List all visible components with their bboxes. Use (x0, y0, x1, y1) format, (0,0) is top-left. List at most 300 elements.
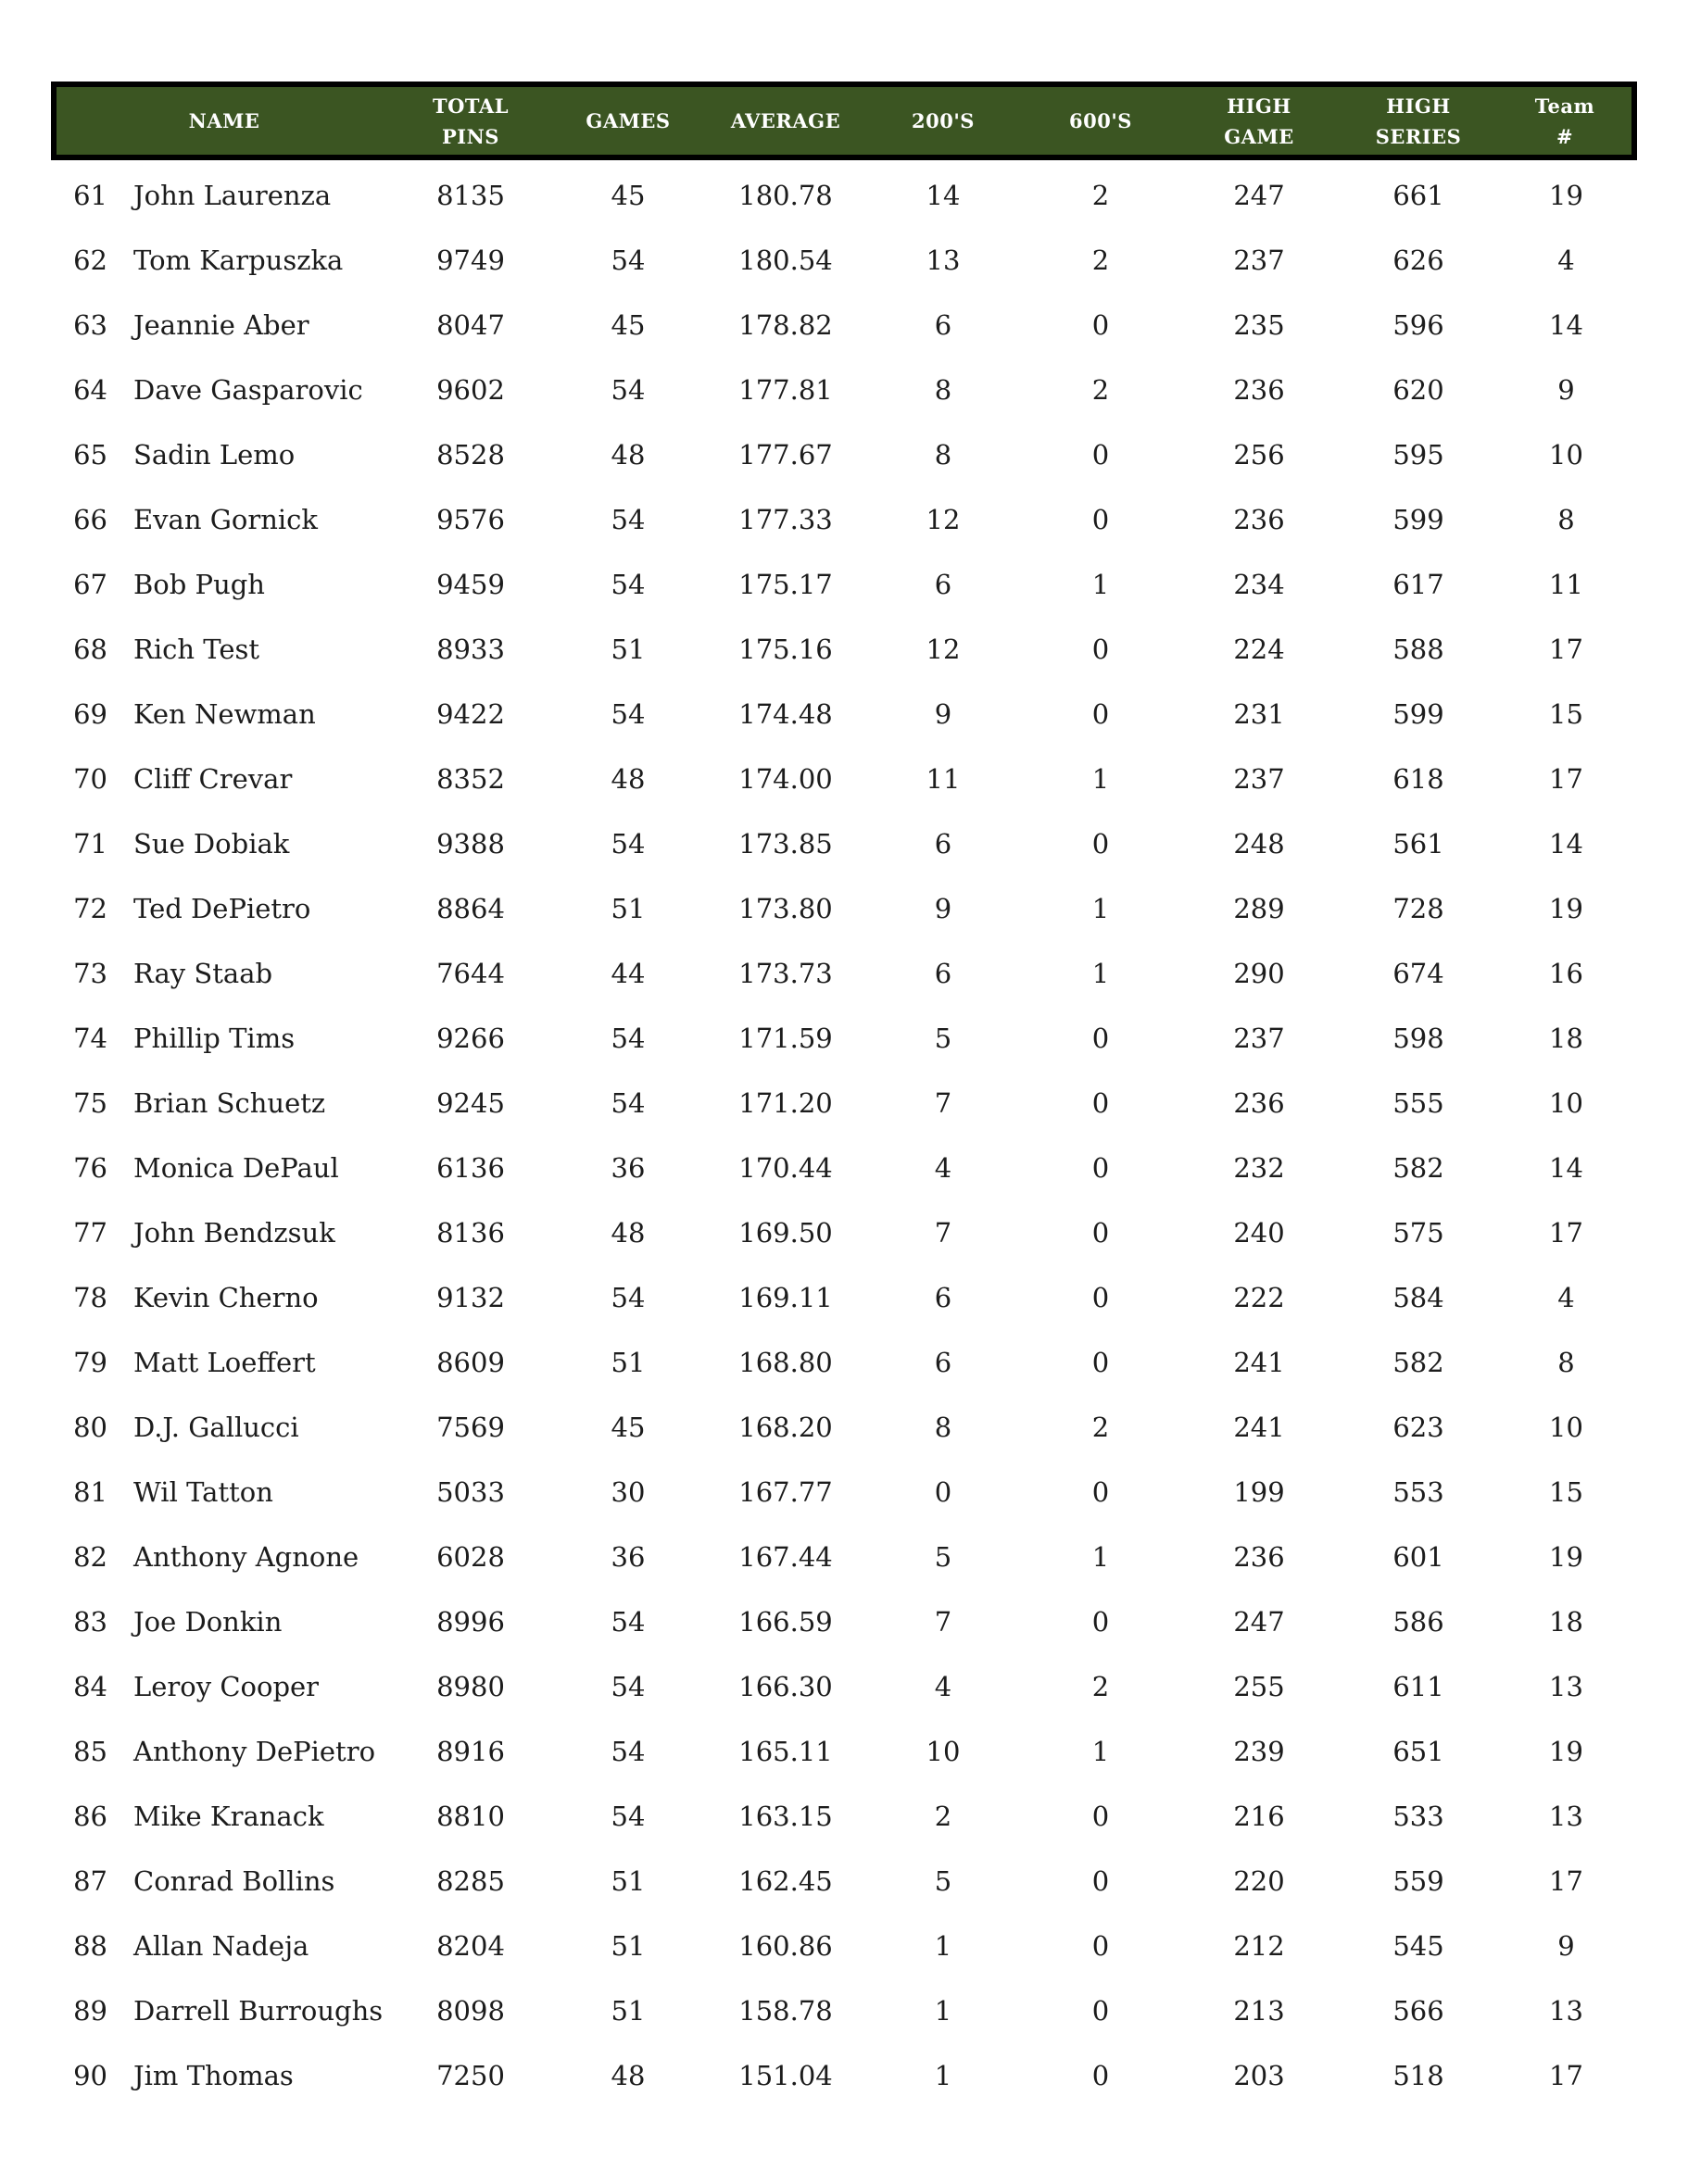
200s-cell: 8 (934, 439, 952, 471)
high-game-cell: 256 (1233, 439, 1285, 471)
high-series-cell: 611 (1392, 1671, 1444, 1702)
200s-cell: 5 (934, 1023, 952, 1054)
player-name-cell: Phillip Tims (133, 1023, 296, 1054)
high-series-cell: 553 (1392, 1476, 1444, 1508)
600s-cell: 0 (1091, 1995, 1110, 2027)
average-cell: 167.77 (738, 1476, 833, 1508)
column-header-high-game (1179, 84, 1339, 157)
total-pins-cell: 9576 (436, 504, 505, 535)
team-number-cell: 19 (1549, 893, 1583, 924)
high-game-cell: 199 (1233, 1476, 1285, 1508)
total-pins-cell: 8352 (436, 763, 505, 795)
team-number-cell: 10 (1549, 439, 1583, 471)
600s-cell: 2 (1091, 374, 1110, 406)
high-game-cell: 235 (1233, 309, 1285, 341)
table-row (54, 1136, 1634, 1200)
high-game-cell: 232 (1233, 1152, 1285, 1184)
header-label: HIGH (1386, 94, 1451, 118)
total-pins-cell: 8204 (436, 1930, 505, 1962)
player-name-cell: Dave Gasparovic (133, 374, 363, 406)
games-cell: 51 (611, 1930, 646, 1962)
player-name-cell: D.J. Gallucci (133, 1412, 299, 1443)
high-series-cell: 582 (1392, 1152, 1444, 1184)
total-pins-cell: 6136 (436, 1152, 505, 1184)
header-label: SERIES (1375, 124, 1462, 148)
average-cell: 168.20 (738, 1412, 833, 1443)
high-game-cell: 236 (1233, 504, 1285, 535)
high-series-cell: 559 (1392, 1865, 1444, 1897)
games-cell: 54 (611, 569, 646, 600)
table-row (54, 1914, 1634, 1978)
600s-cell: 0 (1091, 309, 1110, 341)
high-series-cell: 586 (1392, 1606, 1444, 1638)
total-pins-cell: 8933 (436, 634, 505, 665)
header-label: PINS (442, 124, 499, 148)
average-cell: 166.59 (738, 1606, 833, 1638)
600s-cell: 0 (1091, 634, 1110, 665)
high-series-cell: 582 (1392, 1347, 1444, 1378)
high-game-cell: 247 (1233, 1606, 1285, 1638)
rank-cell: 80 (73, 1412, 107, 1443)
total-pins-cell: 9749 (436, 245, 505, 276)
high-game-cell: 224 (1233, 634, 1285, 665)
column-header-total-pins (392, 84, 549, 157)
rank-cell: 87 (73, 1865, 107, 1897)
200s-cell: 7 (934, 1217, 952, 1249)
high-game-cell: 237 (1233, 245, 1285, 276)
rank-cell: 89 (73, 1995, 107, 2027)
team-number-cell: 9 (1557, 1930, 1575, 1962)
player-name-cell: Mike Kranack (133, 1801, 324, 1832)
header-label: 600'S (1069, 109, 1132, 132)
high-game-cell: 248 (1233, 828, 1285, 860)
high-series-cell: 533 (1392, 1801, 1444, 1832)
600s-cell: 0 (1091, 1930, 1110, 1962)
player-name-cell: Kevin Cherno (133, 1282, 319, 1313)
average-cell: 177.81 (738, 374, 833, 406)
player-name-cell: Evan Gornick (133, 504, 318, 535)
high-series-cell: 518 (1392, 2060, 1444, 2091)
high-series-cell: 674 (1392, 958, 1444, 989)
table-row (54, 1589, 1634, 1654)
average-cell: 165.11 (738, 1736, 833, 1767)
team-number-cell: 4 (1557, 245, 1575, 276)
player-name-cell: Darrell Burroughs (133, 1995, 384, 2027)
table-row (54, 1460, 1634, 1525)
games-cell: 48 (611, 763, 646, 795)
player-name-cell: Joe Donkin (133, 1606, 283, 1638)
high-series-cell: 618 (1392, 763, 1444, 795)
player-name-cell: Anthony Agnone (133, 1541, 359, 1573)
player-name-cell: Ken Newman (133, 698, 316, 730)
average-cell: 160.86 (738, 1930, 833, 1962)
team-number-cell: 17 (1549, 2060, 1583, 2091)
games-cell: 54 (611, 698, 646, 730)
table-row (54, 941, 1634, 1006)
average-cell: 173.80 (738, 893, 833, 924)
total-pins-cell: 7644 (436, 958, 505, 989)
total-pins-cell: 9245 (436, 1087, 505, 1119)
600s-cell: 0 (1091, 1801, 1110, 1832)
high-series-cell: 728 (1392, 893, 1444, 924)
player-name-cell: John Bendzsuk (133, 1217, 335, 1249)
high-game-cell: 289 (1233, 893, 1285, 924)
player-name-cell: Sadin Lemo (133, 439, 296, 471)
200s-cell: 6 (934, 1282, 952, 1313)
200s-cell: 0 (934, 1476, 952, 1508)
table-row (54, 1784, 1634, 1849)
200s-cell: 14 (926, 180, 961, 211)
200s-cell: 6 (934, 828, 952, 860)
600s-cell: 1 (1091, 569, 1110, 600)
rank-cell: 78 (73, 1282, 107, 1313)
high-game-cell: 237 (1233, 1023, 1285, 1054)
high-series-cell: 566 (1392, 1995, 1444, 2027)
column-header-average (707, 84, 864, 157)
table-row (54, 422, 1634, 487)
high-series-cell: 595 (1392, 439, 1444, 471)
600s-cell: 0 (1091, 698, 1110, 730)
player-name-cell: John Laurenza (133, 180, 332, 211)
games-cell: 54 (611, 1606, 646, 1638)
high-series-cell: 651 (1392, 1736, 1444, 1767)
600s-cell: 0 (1091, 828, 1110, 860)
high-game-cell: 241 (1233, 1347, 1285, 1378)
table-body (54, 157, 1634, 2108)
header-label: AVERAGE (730, 109, 841, 132)
column-header-600s (1022, 84, 1179, 157)
games-cell: 54 (611, 1023, 646, 1054)
total-pins-cell: 8916 (436, 1736, 505, 1767)
average-cell: 180.54 (738, 245, 833, 276)
high-series-cell: 596 (1392, 309, 1444, 341)
average-cell: 170.44 (738, 1152, 833, 1184)
high-game-cell: 212 (1233, 1930, 1285, 1962)
total-pins-cell: 8864 (436, 893, 505, 924)
rank-cell: 81 (73, 1476, 107, 1508)
player-name-cell: Jeannie Aber (133, 309, 309, 341)
total-pins-cell: 8136 (436, 1217, 505, 1249)
600s-cell: 0 (1091, 439, 1110, 471)
team-number-cell: 14 (1549, 1152, 1583, 1184)
high-game-cell: 237 (1233, 763, 1285, 795)
table-row (54, 1330, 1634, 1395)
team-number-cell: 13 (1549, 1995, 1583, 2027)
table-row (54, 1978, 1634, 2043)
average-cell: 171.20 (738, 1087, 833, 1119)
team-number-cell: 10 (1549, 1087, 1583, 1119)
team-number-cell: 15 (1549, 1476, 1583, 1508)
600s-cell: 0 (1091, 1023, 1110, 1054)
player-name-cell: Leroy Cooper (133, 1671, 320, 1702)
600s-cell: 1 (1091, 958, 1110, 989)
games-cell: 45 (611, 180, 646, 211)
team-number-cell: 16 (1549, 958, 1583, 989)
games-cell: 54 (611, 1801, 646, 1832)
total-pins-cell: 5033 (436, 1476, 505, 1508)
600s-cell: 1 (1091, 763, 1110, 795)
600s-cell: 0 (1091, 1476, 1110, 1508)
player-name-cell: Bob Pugh (133, 569, 265, 600)
table-row (54, 1200, 1634, 1265)
team-number-cell: 9 (1557, 374, 1575, 406)
rank-cell: 71 (73, 828, 107, 860)
200s-cell: 10 (926, 1736, 961, 1767)
high-series-cell: 599 (1392, 698, 1444, 730)
rank-cell: 73 (73, 958, 107, 989)
header-label: TOTAL (433, 94, 509, 118)
high-series-cell: 626 (1392, 245, 1444, 276)
average-cell: 167.44 (738, 1541, 833, 1573)
high-series-cell: 623 (1392, 1412, 1444, 1443)
200s-cell: 7 (934, 1606, 952, 1638)
player-name-cell: Brian Schuetz (133, 1087, 326, 1119)
table-row (54, 1071, 1634, 1136)
600s-cell: 1 (1091, 1736, 1110, 1767)
rank-cell: 82 (73, 1541, 107, 1573)
table-row (54, 293, 1634, 358)
team-number-cell: 19 (1549, 1541, 1583, 1573)
200s-cell: 8 (934, 1412, 952, 1443)
average-cell: 177.33 (738, 504, 833, 535)
team-number-cell: 17 (1549, 1865, 1583, 1897)
200s-cell: 13 (926, 245, 961, 276)
total-pins-cell: 8609 (436, 1347, 505, 1378)
600s-cell: 1 (1091, 893, 1110, 924)
200s-cell: 4 (934, 1671, 952, 1702)
table-row (54, 682, 1634, 747)
high-series-cell: 588 (1392, 634, 1444, 665)
200s-cell: 11 (926, 763, 961, 795)
table-row (54, 1849, 1634, 1914)
rank-cell: 83 (73, 1606, 107, 1638)
total-pins-cell: 9388 (436, 828, 505, 860)
header-label: NAME (188, 109, 260, 132)
average-cell: 169.11 (738, 1282, 833, 1313)
table-row (54, 617, 1634, 682)
200s-cell: 8 (934, 374, 952, 406)
total-pins-cell: 8810 (436, 1801, 505, 1832)
table-row (54, 1265, 1634, 1330)
200s-cell: 6 (934, 309, 952, 341)
high-game-cell: 236 (1233, 1087, 1285, 1119)
rank-cell: 67 (73, 569, 107, 600)
team-number-cell: 17 (1549, 1217, 1583, 1249)
rank-cell: 69 (73, 698, 107, 730)
average-cell: 174.00 (738, 763, 833, 795)
header-label: Team (1534, 94, 1595, 118)
total-pins-cell: 8528 (436, 439, 505, 471)
600s-cell: 2 (1091, 1671, 1110, 1702)
table-row (54, 1395, 1634, 1460)
high-game-cell: 222 (1233, 1282, 1285, 1313)
rank-cell: 86 (73, 1801, 107, 1832)
200s-cell: 1 (934, 2060, 952, 2091)
600s-cell: 1 (1091, 1541, 1110, 1573)
600s-cell: 0 (1091, 504, 1110, 535)
rank-cell: 90 (73, 2060, 107, 2091)
high-game-cell: 247 (1233, 180, 1285, 211)
table-row (54, 811, 1634, 876)
average-cell: 163.15 (738, 1801, 833, 1832)
games-cell: 48 (611, 2060, 646, 2091)
games-cell: 51 (611, 893, 646, 924)
games-cell: 51 (611, 1865, 646, 1897)
table-row (54, 163, 1634, 228)
games-cell: 44 (611, 958, 646, 989)
rank-cell: 62 (73, 245, 107, 276)
team-number-cell: 18 (1549, 1606, 1583, 1638)
average-cell: 177.67 (738, 439, 833, 471)
team-number-cell: 18 (1549, 1023, 1583, 1054)
header-label: HIGH (1227, 94, 1291, 118)
rank-cell: 85 (73, 1736, 107, 1767)
table-row (54, 747, 1634, 811)
high-game-cell: 236 (1233, 374, 1285, 406)
high-series-cell: 555 (1392, 1087, 1444, 1119)
team-number-cell: 19 (1549, 1736, 1583, 1767)
column-header-name (54, 84, 392, 157)
200s-cell: 4 (934, 1152, 952, 1184)
high-game-cell: 255 (1233, 1671, 1285, 1702)
high-series-cell: 617 (1392, 569, 1444, 600)
total-pins-cell: 9422 (436, 698, 505, 730)
table-row (54, 487, 1634, 552)
rank-cell: 74 (73, 1023, 107, 1054)
rank-cell: 76 (73, 1152, 107, 1184)
games-cell: 54 (611, 828, 646, 860)
total-pins-cell: 8047 (436, 309, 505, 341)
column-header-high-series (1339, 84, 1498, 157)
200s-cell: 12 (926, 634, 961, 665)
average-cell: 162.45 (738, 1865, 833, 1897)
column-header-200s (864, 84, 1022, 157)
games-cell: 48 (611, 1217, 646, 1249)
average-cell: 178.82 (738, 309, 833, 341)
player-name-cell: Wil Tatton (133, 1476, 273, 1508)
high-game-cell: 240 (1233, 1217, 1285, 1249)
600s-cell: 0 (1091, 1217, 1110, 1249)
player-name-cell: Matt Loeffert (133, 1347, 316, 1378)
rank-cell: 70 (73, 763, 107, 795)
header-label: 200'S (912, 109, 975, 132)
team-number-cell: 17 (1549, 763, 1583, 795)
player-name-cell: Tom Karpuszka (133, 245, 344, 276)
player-name-cell: Conrad Bollins (133, 1865, 335, 1897)
rank-cell: 61 (73, 180, 107, 211)
rank-cell: 72 (73, 893, 107, 924)
high-series-cell: 561 (1392, 828, 1444, 860)
200s-cell: 5 (934, 1541, 952, 1573)
200s-cell: 12 (926, 504, 961, 535)
average-cell: 174.48 (738, 698, 833, 730)
team-number-cell: 10 (1549, 1412, 1583, 1443)
team-number-cell: 13 (1549, 1671, 1583, 1702)
200s-cell: 5 (934, 1865, 952, 1897)
600s-cell: 0 (1091, 1152, 1110, 1184)
table-row (54, 1006, 1634, 1071)
games-cell: 30 (611, 1476, 646, 1508)
team-number-cell: 8 (1557, 504, 1575, 535)
average-cell: 175.16 (738, 634, 833, 665)
table-row (54, 1525, 1634, 1589)
600s-cell: 0 (1091, 1087, 1110, 1119)
header-row (54, 84, 1634, 157)
team-number-cell: 17 (1549, 634, 1583, 665)
games-cell: 54 (611, 504, 646, 535)
average-cell: 158.78 (738, 1995, 833, 2027)
team-number-cell: 4 (1557, 1282, 1575, 1313)
600s-cell: 0 (1091, 2060, 1110, 2091)
200s-cell: 6 (934, 569, 952, 600)
high-game-cell: 241 (1233, 1412, 1285, 1443)
600s-cell: 0 (1091, 1282, 1110, 1313)
high-series-cell: 661 (1392, 180, 1444, 211)
high-game-cell: 231 (1233, 698, 1285, 730)
high-game-cell: 216 (1233, 1801, 1285, 1832)
table-row (54, 228, 1634, 293)
player-name-cell: Anthony DePietro (133, 1736, 376, 1767)
column-header-team-number (1498, 84, 1634, 157)
600s-cell: 2 (1091, 180, 1110, 211)
rank-cell: 77 (73, 1217, 107, 1249)
high-series-cell: 598 (1392, 1023, 1444, 1054)
games-cell: 45 (611, 309, 646, 341)
high-game-cell: 236 (1233, 1541, 1285, 1573)
600s-cell: 0 (1091, 1865, 1110, 1897)
rank-cell: 63 (73, 309, 107, 341)
games-cell: 54 (611, 1282, 646, 1313)
standings-sheet (51, 82, 1637, 2108)
high-series-cell: 575 (1392, 1217, 1444, 1249)
header-label: # (1556, 124, 1574, 148)
high-series-cell: 584 (1392, 1282, 1444, 1313)
total-pins-cell: 9132 (436, 1282, 505, 1313)
total-pins-cell: 8135 (436, 180, 505, 211)
total-pins-cell: 6028 (436, 1541, 505, 1573)
rank-cell: 65 (73, 439, 107, 471)
high-game-cell: 220 (1233, 1865, 1285, 1897)
table-header (54, 84, 1634, 157)
table-row (54, 876, 1634, 941)
high-game-cell: 234 (1233, 569, 1285, 600)
player-name-cell: Allan Nadeja (133, 1930, 309, 1962)
200s-cell: 6 (934, 1347, 952, 1378)
average-cell: 180.78 (738, 180, 833, 211)
total-pins-cell: 8285 (436, 1865, 505, 1897)
high-game-cell: 239 (1233, 1736, 1285, 1767)
average-cell: 175.17 (738, 569, 833, 600)
games-cell: 54 (611, 374, 646, 406)
games-cell: 51 (611, 634, 646, 665)
team-number-cell: 13 (1549, 1801, 1583, 1832)
total-pins-cell: 7569 (436, 1412, 505, 1443)
header-label: GAMES (586, 109, 671, 132)
total-pins-cell: 8098 (436, 1995, 505, 2027)
games-cell: 36 (611, 1152, 646, 1184)
column-header-games (549, 84, 707, 157)
games-cell: 48 (611, 439, 646, 471)
rank-cell: 79 (73, 1347, 107, 1378)
games-cell: 54 (611, 1736, 646, 1767)
high-series-cell: 601 (1392, 1541, 1444, 1573)
600s-cell: 0 (1091, 1606, 1110, 1638)
total-pins-cell: 9602 (436, 374, 505, 406)
rank-cell: 66 (73, 504, 107, 535)
table-row (54, 1654, 1634, 1719)
200s-cell: 9 (934, 893, 952, 924)
games-cell: 54 (611, 1671, 646, 1702)
